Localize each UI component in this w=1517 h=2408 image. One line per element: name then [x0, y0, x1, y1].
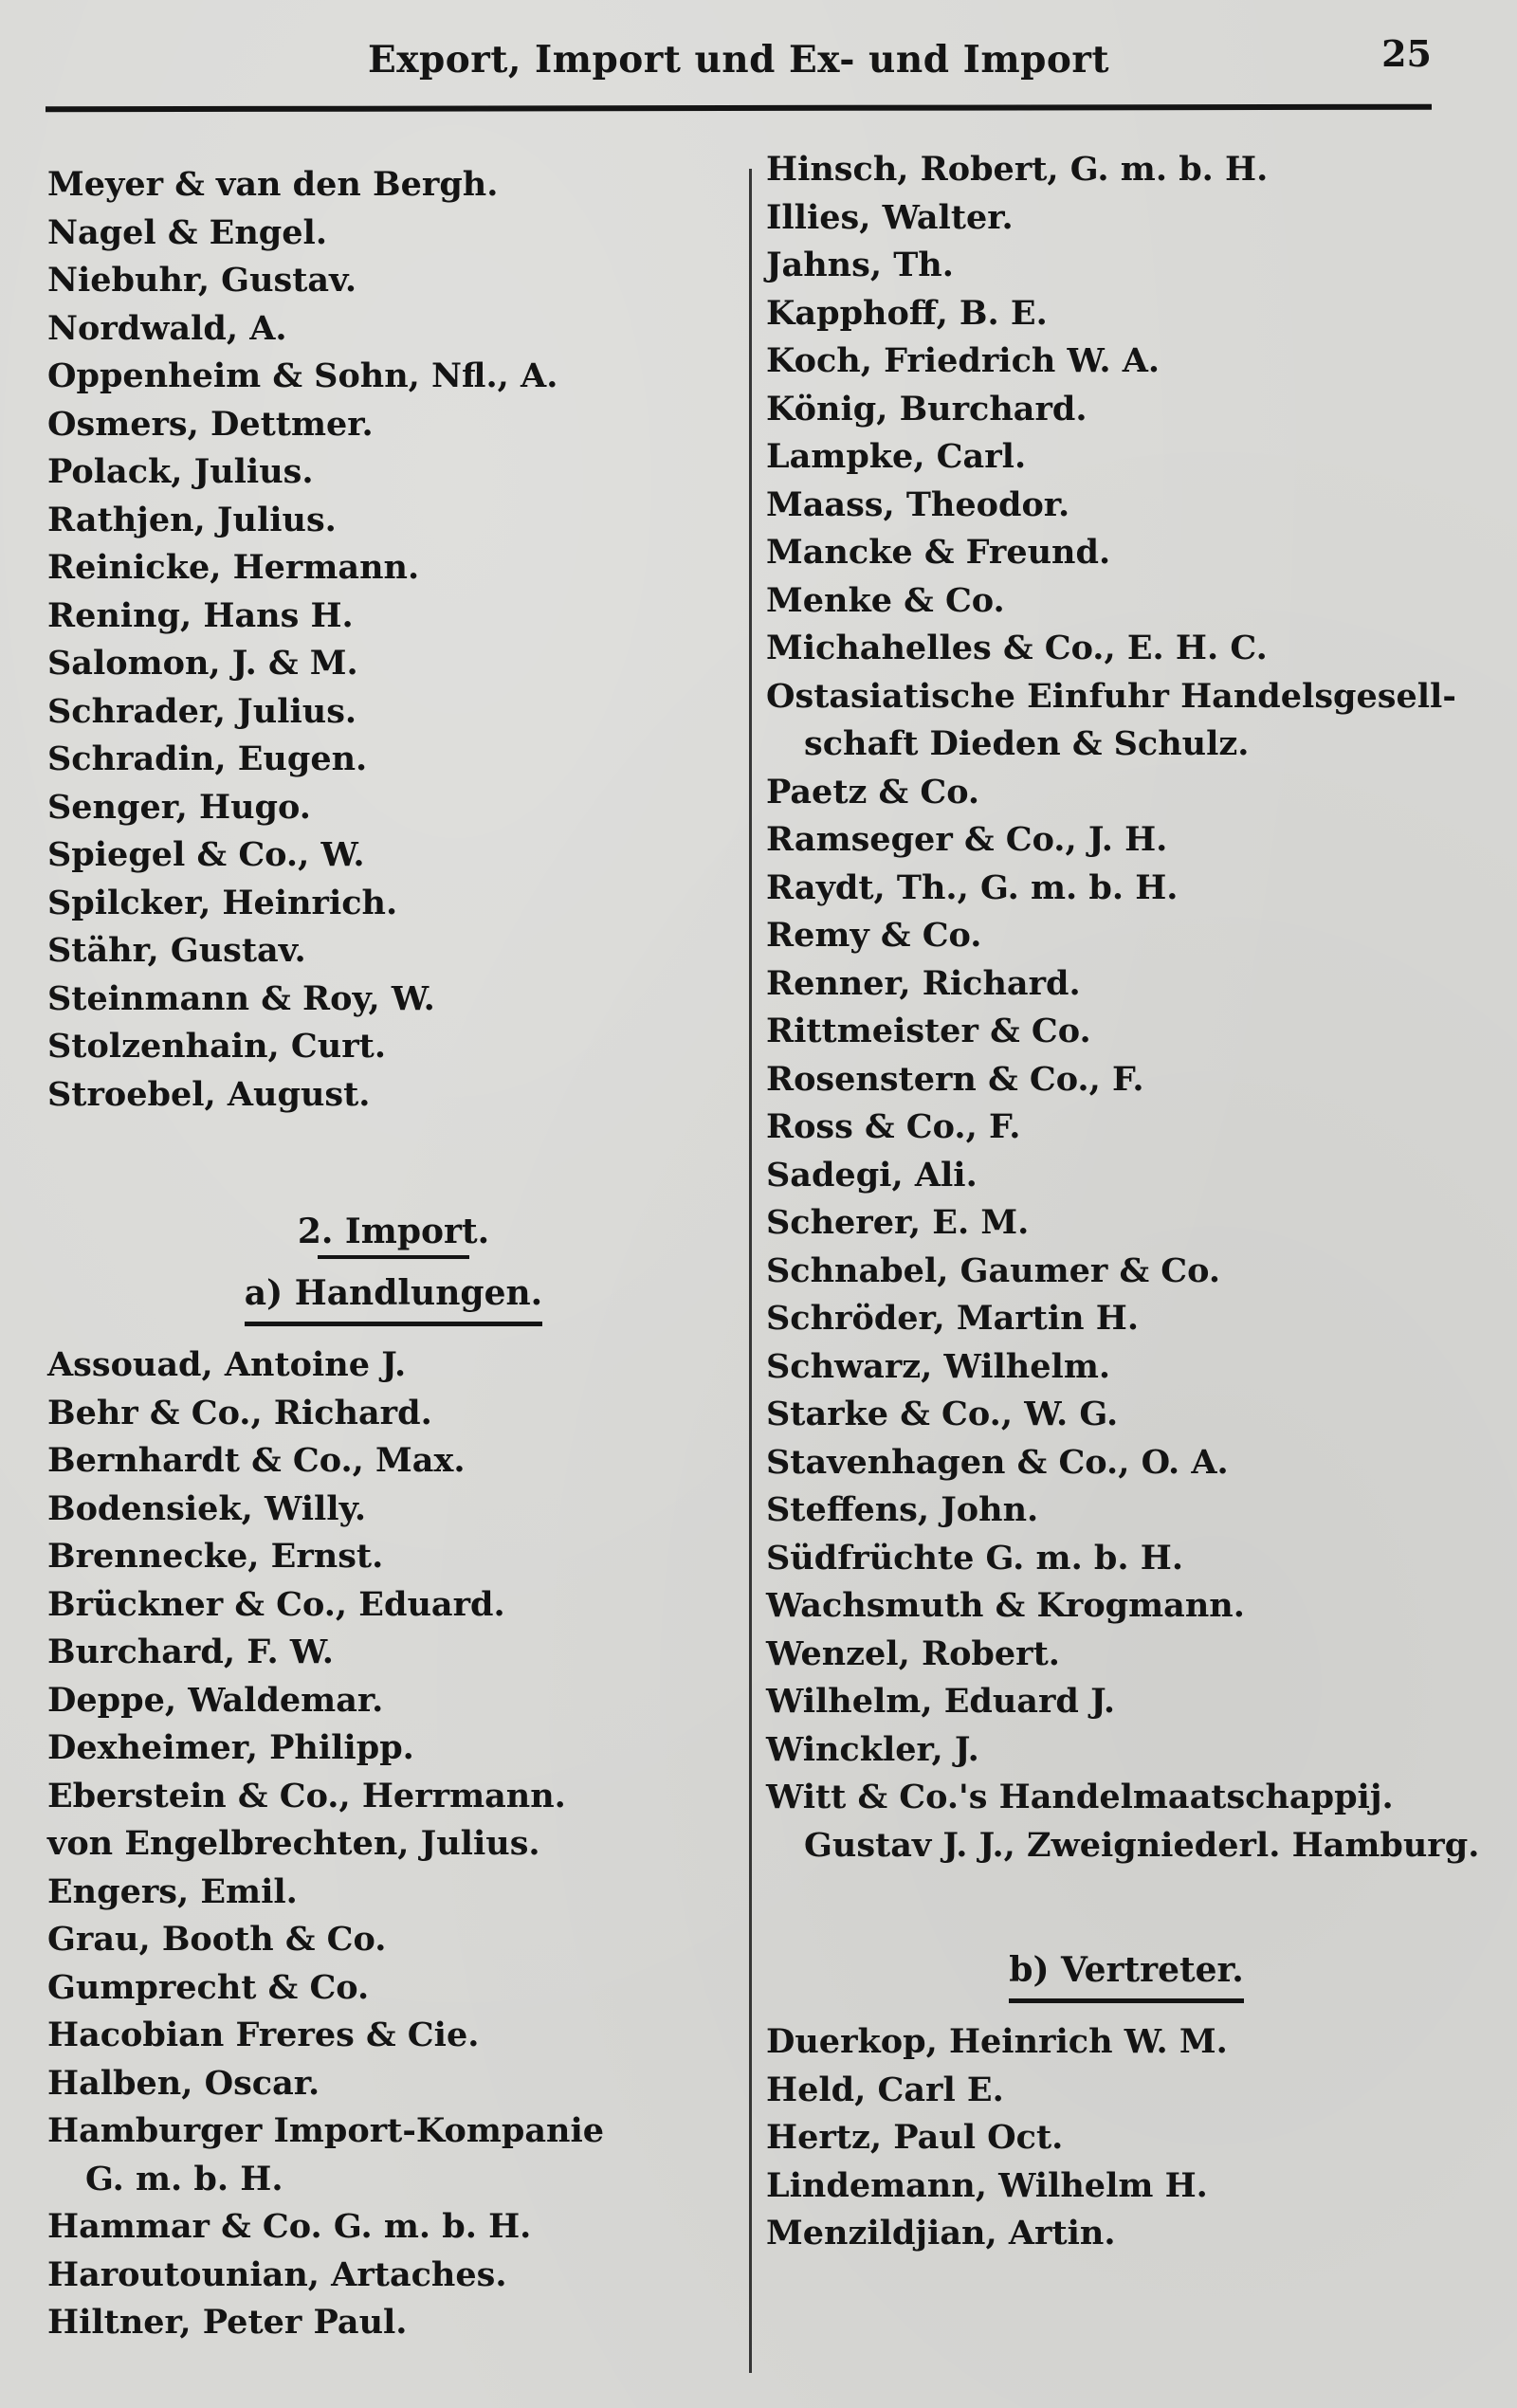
list-item: Rosenstern & Co., F.: [766, 1059, 1144, 1099]
list-item: Rittmeister & Co.: [766, 1012, 1091, 1050]
list-item: Reinicke, Hermann.: [47, 548, 420, 587]
list-item: Schwarz, Wilhelm.: [766, 1346, 1111, 1386]
list-item: Michahelles & Co., E. H. C.: [766, 629, 1268, 667]
list-item: Starke & Co., W. G.: [766, 1395, 1119, 1433]
list-item: Rening, Hans H.: [47, 595, 354, 635]
list-item: Lindemann, Wilhelm H.: [766, 2165, 1208, 2205]
import-list-right: [766, 146, 1487, 1870]
list-item: Bernhardt & Co., Max.: [47, 1441, 466, 1480]
spacer: [766, 1870, 1487, 1936]
list-item: Schrader, Julius.: [47, 691, 357, 731]
list-item: Eberstein & Co., Herrmann.: [47, 1776, 566, 1815]
list-item-continuation: G. m. b. H.: [85, 2159, 283, 2198]
list-item: Stähr, Gustav.: [47, 931, 306, 970]
list-item-continuation: Gustav J. J., Zweigniederl. Hamburg.: [804, 1825, 1480, 1865]
list-item: Stroebel, August.: [47, 1074, 371, 1114]
spacer: [47, 1119, 740, 1210]
list-item: Grau, Booth & Co.: [47, 1920, 387, 1959]
subsection-heading-handlungen: a) Handlungen.: [245, 1272, 542, 1326]
list-item: Rathjen, Julius.: [47, 500, 337, 539]
list-item: Held, Carl E.: [766, 2070, 1004, 2109]
list-item: Brennecke, Ernst.: [47, 1537, 384, 1576]
list-item: Gumprecht & Co.: [47, 1967, 370, 2007]
list-item: Polack, Julius.: [47, 452, 314, 491]
list-item: Haroutounian, Artaches.: [47, 2254, 507, 2294]
list-item: Maass, Theodor.: [766, 484, 1070, 524]
list-item: Hamburger Import-Kompanie: [47, 2111, 605, 2150]
list-item: Winckler, J.: [766, 1729, 979, 1769]
list-item: Steinmann & Roy, W.: [47, 978, 435, 1018]
list-item: Witt & Co.'s Handelmaatschappij.: [766, 1778, 1394, 1816]
list-item: Burchard, F. W.: [47, 1633, 334, 1671]
list-item: Steffens, John.: [766, 1490, 1039, 1529]
list-item: Ostasiatische Einfuhr Handelsgesell-: [766, 676, 1456, 716]
header-rule: [46, 104, 1432, 113]
list-item: Mancke & Freund.: [766, 533, 1111, 572]
list-item: Schröder, Martin H.: [766, 1299, 1140, 1338]
list-item: Nagel & Engel.: [47, 212, 328, 252]
subsection-heading-wrap: [766, 1949, 1487, 2003]
list-item: Kapphoff, B. E.: [766, 293, 1048, 333]
list-item: Bodensiek, Willy.: [47, 1488, 367, 1528]
subsection-heading-wrap: [47, 1272, 740, 1326]
page-number: 25: [1381, 32, 1432, 75]
import-list-left: [47, 1341, 740, 2347]
list-item: Jahns, Th.: [766, 246, 954, 284]
list-item: Deppe, Waldemar.: [47, 1680, 384, 1720]
list-item: Behr & Co., Richard.: [47, 1393, 432, 1432]
list-item: Hacobian Freres & Cie.: [47, 2016, 480, 2054]
list-item: Senger, Hugo.: [47, 787, 311, 827]
subsection-heading-vertreter: b) Vertreter.: [1009, 1949, 1243, 2003]
list-item: Schradin, Eugen.: [47, 739, 368, 778]
section-rule: [318, 1255, 469, 1259]
list-item: Nordwald, A.: [47, 308, 287, 348]
list-item: Hiltner, Peter Paul.: [47, 2303, 408, 2342]
left-column: [47, 161, 740, 2347]
list-item: Hertz, Paul Oct.: [766, 2118, 1064, 2157]
list-item: Südfrüchte G. m. b. H.: [766, 1538, 1184, 1578]
right-column: [766, 146, 1487, 2258]
list-item: Engers, Emil.: [47, 1871, 298, 1911]
list-item: Oppenheim & Sohn, Nfl., A.: [47, 356, 558, 395]
list-item: Osmers, Dettmer.: [47, 404, 374, 444]
list-item: Illies, Walter.: [766, 197, 1014, 237]
list-item: Halben, Oscar.: [47, 2063, 320, 2103]
list-item: Remy & Co.: [766, 916, 982, 955]
list-item: Stavenhagen & Co., O. A.: [766, 1442, 1229, 1482]
list-item: Wenzel, Robert.: [766, 1633, 1060, 1673]
list-item: Renner, Richard.: [766, 963, 1081, 1003]
export-list: [47, 161, 740, 1119]
list-item: Ross & Co., F.: [766, 1107, 1021, 1146]
list-item: von Engelbrechten, Julius.: [47, 1824, 540, 1863]
list-item: Spilcker, Heinrich.: [47, 883, 398, 922]
column-divider: [749, 169, 752, 2373]
list-item: Wachsmuth & Krogmann.: [766, 1586, 1245, 1625]
page-header: [46, 32, 1432, 108]
representatives-list: [766, 2018, 1487, 2258]
list-item: Lampke, Carl.: [766, 437, 1027, 476]
list-item: Niebuhr, Gustav.: [47, 261, 357, 300]
list-item: Brückner & Co., Eduard.: [47, 1584, 505, 1624]
list-item: Spiegel & Co., W.: [47, 835, 365, 874]
list-item: Assouad, Antoine J.: [47, 1345, 407, 1384]
list-item: Hammar & Co. G. m. b. H.: [47, 2207, 532, 2246]
section-heading-import: 2. Import.: [297, 1212, 490, 1251]
list-item: Menzildjian, Artin.: [766, 2214, 1116, 2253]
list-item: Hinsch, Robert, G. m. b. H.: [766, 150, 1269, 189]
list-item: Wilhelm, Eduard J.: [766, 1682, 1116, 1721]
list-item: Koch, Friedrich W. A.: [766, 341, 1161, 380]
list-item-continuation: schaft Dieden & Schulz.: [804, 724, 1250, 763]
list-item: Ramseger & Co., J. H.: [766, 820, 1168, 859]
list-item: Stolzenhain, Curt.: [47, 1027, 387, 1066]
list-item: Schnabel, Gaumer & Co.: [766, 1250, 1221, 1290]
list-item: Dexheimer, Philipp.: [47, 1728, 414, 1767]
list-item: Salomon, J. & M.: [47, 644, 358, 683]
list-item: Duerkop, Heinrich W. M.: [766, 2022, 1228, 2061]
list-item: Sadegi, Ali.: [766, 1155, 978, 1195]
list-item: Raydt, Th., G. m. b. H.: [766, 867, 1179, 907]
list-item: Meyer & van den Bergh.: [47, 165, 499, 204]
page-title: Export, Import und Ex- und Import: [368, 38, 1109, 82]
list-item: Paetz & Co.: [766, 772, 980, 812]
list-item: König, Burchard.: [766, 389, 1087, 429]
list-item: Menke & Co.: [766, 580, 1005, 620]
list-item: Scherer, E. M.: [766, 1203, 1030, 1242]
